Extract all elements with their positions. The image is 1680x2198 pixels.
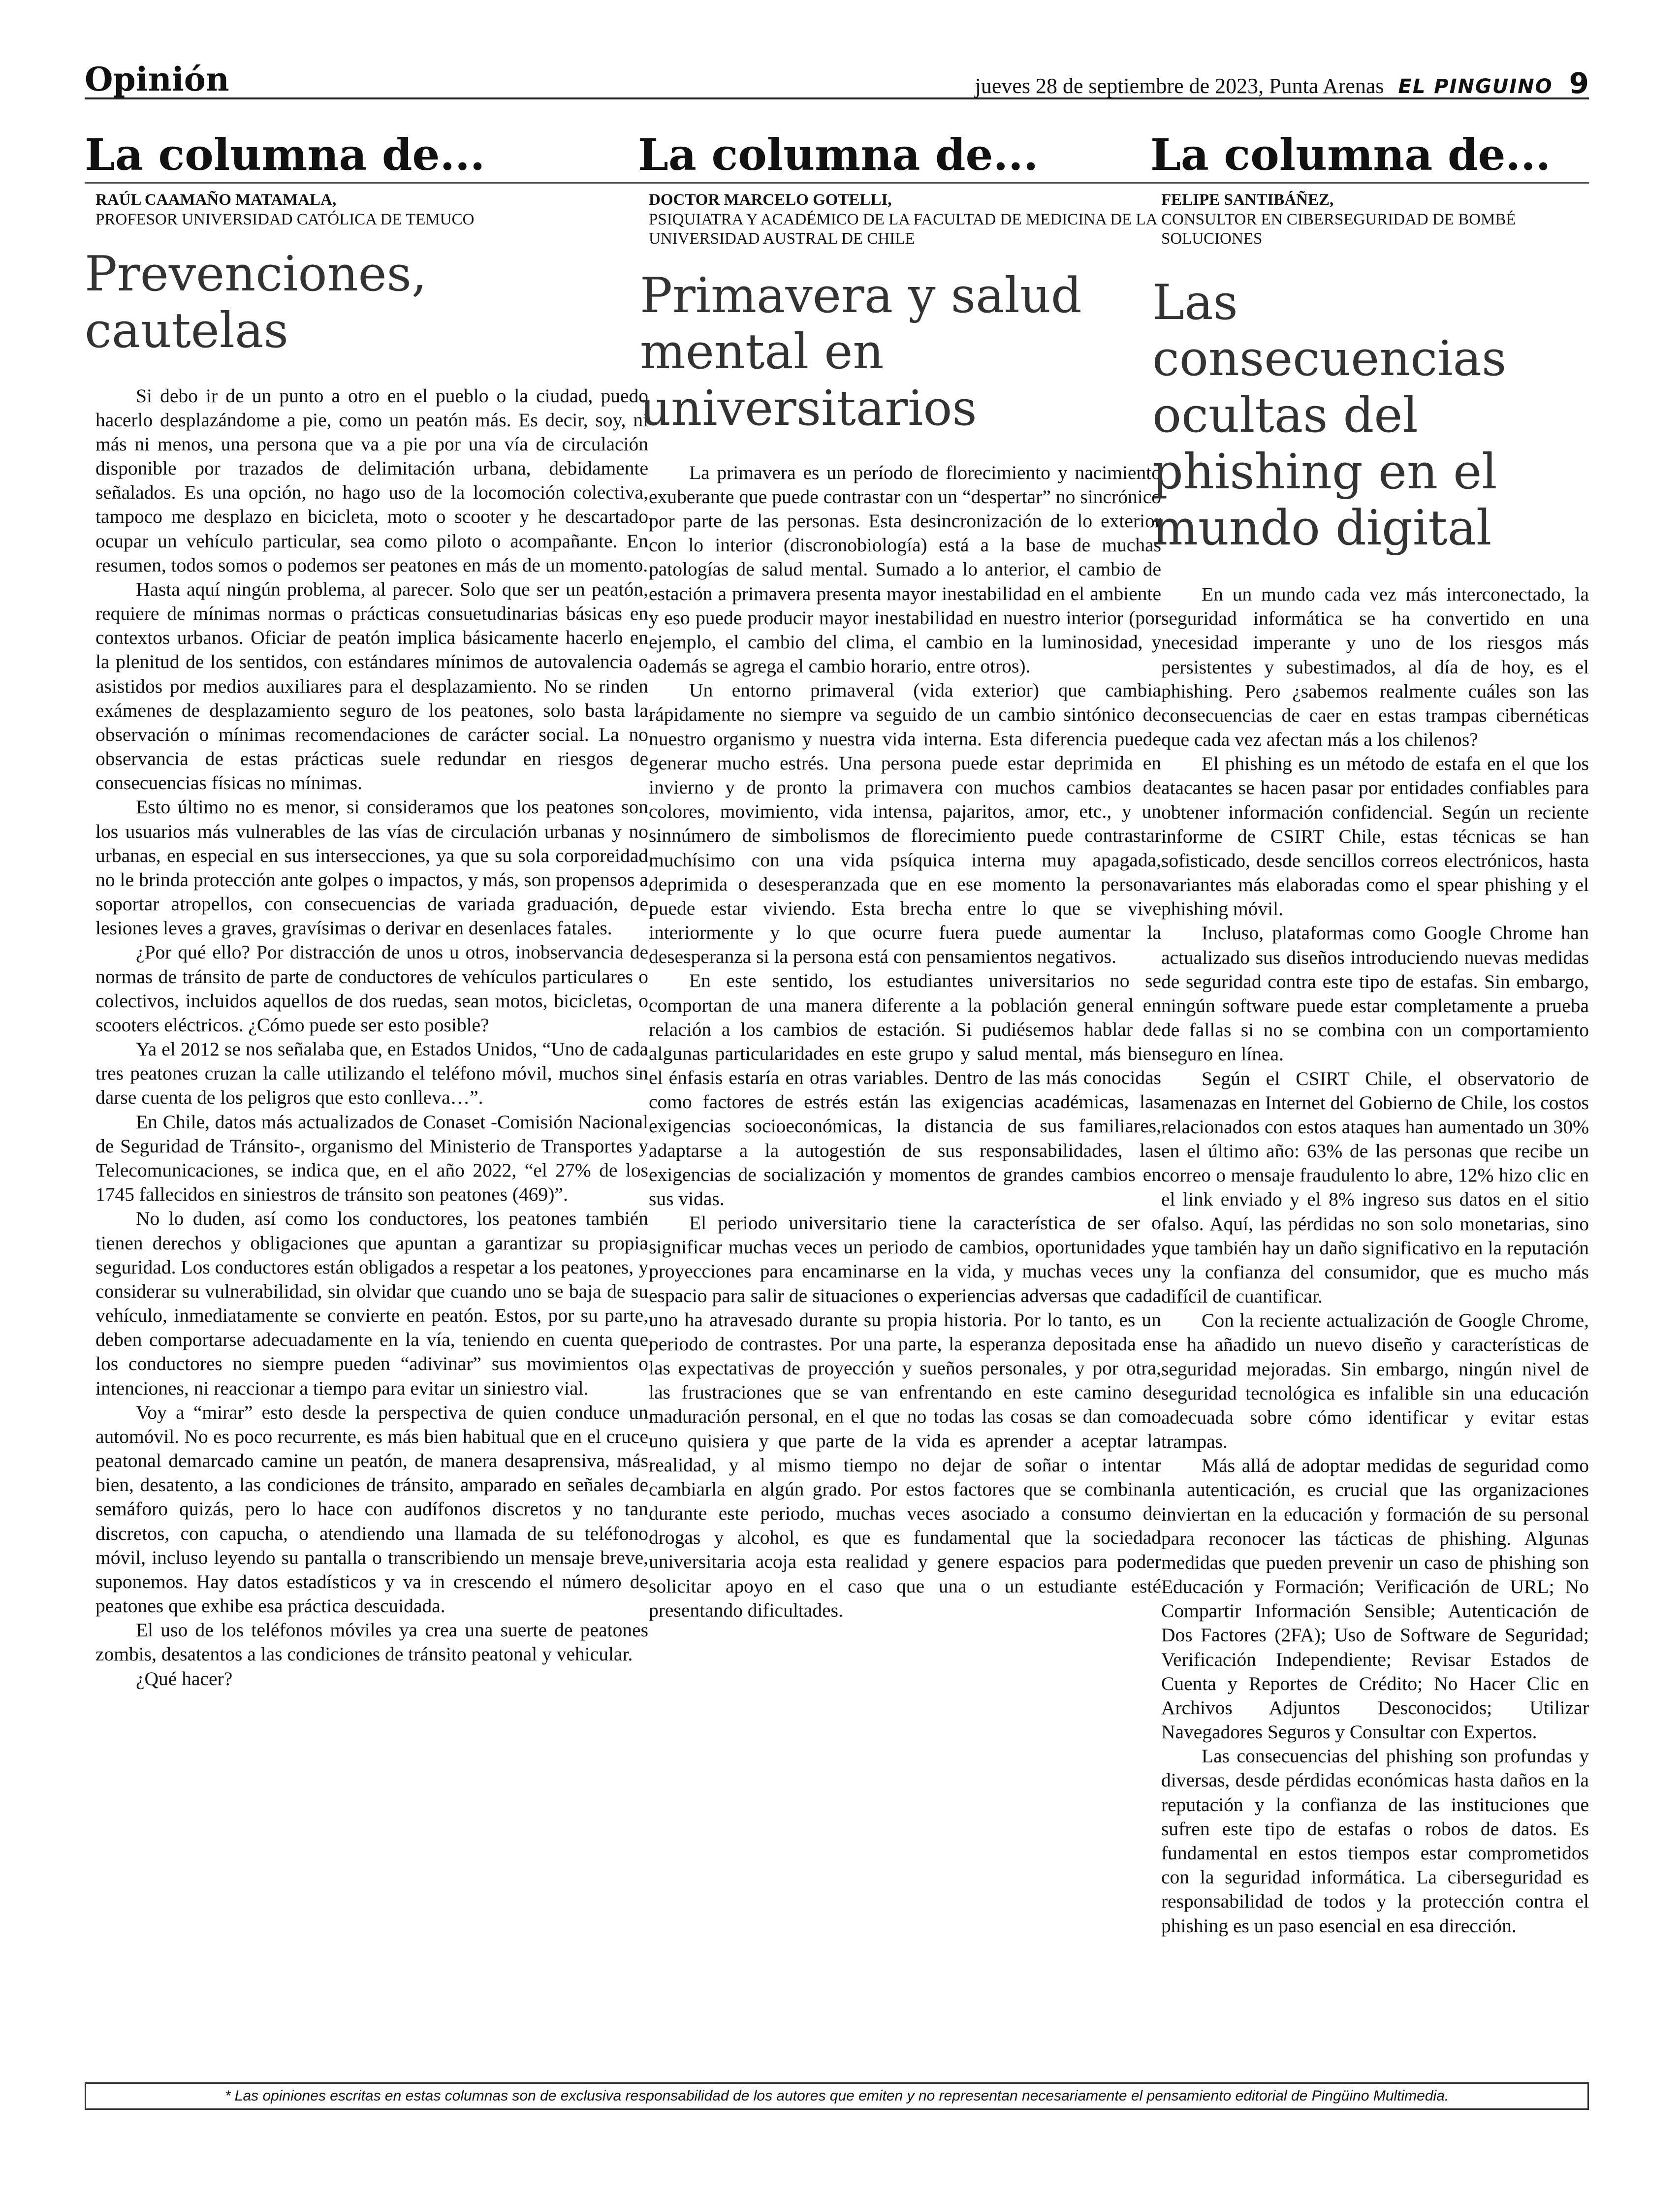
article-headline: Primavera y salud mental en universitarios xyxy=(640,267,1082,437)
paragraph: Ya el 2012 se nos señalaba que, en Estados Unidos, “Uno de cada tres peatones cruzan la calle utilizando el teléfono móvil, muchos sin darse cuenta de los peligros que esto conlleva…”. xyxy=(95,1038,648,1109)
paragraph: En este sentido, los estudiantes universitarios no se comportan de una manera diferente a la población general en relación a los cambios de estación. Si pudiésemos hablar de algunas particularidades en este grupo y salud mental, más bien el énfasis estaría en otras variables. Dentro de las más conocidas como factores de estrés están las exigencias académicas, las exigencias socioeconómicas, la distancia de sus familiares, adaptarse a la autogestión de sus responsabilidades, las exigencias de socialización y momentos de grandes cambios en sus vidas. xyxy=(649,970,1161,1210)
byline xyxy=(95,191,648,229)
column-kicker: La columna de... xyxy=(85,133,648,184)
paragraph: Incluso, plataformas como Google Chrome han actualizado sus diseños introduciendo nuevas medidas de seguridad contra este tipo de estafas. Sin embargo, ningún software puede estar completamente a prueba de fallas si no se combina con un comportamiento seguro en línea. xyxy=(1161,922,1589,1065)
article-body xyxy=(649,461,1161,1623)
opinion-column-3 xyxy=(1150,129,1589,1938)
author-name: FELIPE SANTIBÁÑEZ, xyxy=(1161,191,1334,209)
newspaper-logo: EL PINGUINO xyxy=(1398,75,1553,98)
author-role: PROFESOR UNIVERSIDAD CATÓLICA DE TEMUCO xyxy=(95,210,475,228)
byline xyxy=(649,191,1161,249)
author-name: RAÚL CAAMAÑO MATAMALA, xyxy=(95,191,337,209)
paragraph: Según el CSIRT Chile, el observatorio de amenazas en Internet del Gobierno de Chile, los costos relacionados con estos ataques han aumentado un 30% en el último año: 63% de las personas que recibe un correo o mensaje fraudulento lo abre, 12% hizo clic en el link enviado y el 8% ingreso sus datos en el sitio falso. Aquí, las pérdidas no son solo monetarias, sino que también hay un daño significativo en la reputación y la confianza del consumidor, que es mucho más difícil de cuantificar. xyxy=(1161,1067,1589,1307)
paragraph: Con la reciente actualización de Google Chrome, se ha añadido un nuevo diseño y características de seguridad mejoradas. Sin embargo, ningún nivel de seguridad tecnológica es infalible sin una educación adecuada sobre cómo identificar y evitar estas trampas. xyxy=(1161,1309,1589,1453)
paragraph: ¿Qué hacer? xyxy=(136,1667,233,1689)
paragraph: El periodo universitario tiene la característica de ser o significar muchas veces un periodo de cambios, oportunidades y proyecciones para encaminarse en la vida, y muchas veces un espacio para salir de situaciones o experiencias adversas que cada uno ha atravesado durante su propia historia. Por lo tanto, es un periodo de contrastes. Por una parte, la esperanza depositada en las expectativas de proyección y sueños personales, y por otra, las frustraciones que se van enfrentando en este camino de maduración personal, en el que no todas las cosas se dan como uno quisiera y que parte de la vida es aprender a aceptar la realidad, y al mismo tiempo no dejar de soñar o intentar cambiarla en algún grado. Por estos factores que se combinan durante este periodo, muchas veces asociado a consumo de drogas y alcohol, es que es fundamental que la sociedad universitaria acoja esta realidad y genere espacios para poder solicitar apoyo en el caso que una o un estudiante esté presentando dificultades. xyxy=(649,1212,1161,1621)
author-role: CONSULTOR EN CIBERSEGURIDAD DE BOMBÉ SOLUCIONES xyxy=(1161,210,1516,248)
paragraph: La primavera es un período de florecimiento y nacimiento exuberante que puede contrastar con un “despertar” no sincrónico por parte de las personas. Esta desincronización de lo exterior con lo interior (discronobiología) está a la base de muchas patologías de salud mental. Sumado a lo anterior, el cambio de estación a primavera presenta mayor inestabilidad en el ambiente y eso puede producir mayor inestabilidad en nuestro interior (por ejemplo, el cambio del clima, el cambio en la luminosidad, y además se agrega el cambio horario, entre otros). xyxy=(649,461,1161,677)
paragraph: Esto último no es menor, si consideramos que los peatones son los usuarios más vulnerables de las vías de circulación urbanas y no urbanas, en especial en sus intersecciones, ya que su sola corporeidad no le brinda protección ante golpes o impactos, y más, son propensos a soportar atropellos, con consecuencias de variada graduación, de lesiones leves a graves, gravísimas o derivar en desenlaces fatales. xyxy=(95,796,648,939)
paragraph: Un entorno primaveral (vida exterior) que cambia rápidamente no siempre va seguido de un cambio sintónico de nuestro organismo y nuestra vida interna. Esta diferencia puede generar mucho estrés. Una persona puede estar deprimida en invierno y de pronto la primavera con muchos cambios de colores, movimiento, vida intensa, pajaritos, amor, etc., y un sinnúmero de simbolismos de florecimiento puede contrastar muchísimo con una vida psíquica interna muy apagada, deprimida o desesperanzada que en ese momento la persona puede estar viviendo. Esta brecha entre lo que se vive interiormente y lo que ocurre fuera puede aumentar la desesperanza si la persona está con pensamientos negativos. xyxy=(649,679,1161,968)
paragraph: El phishing es un método de estafa en el que los atacantes se hacen pasar por entidades confiables para obtener información confidencial. Según un reciente informe de CSIRT Chile, estas técnicas se han sofisticado, desde sencillos correos electrónicos, hasta variantes más elaboradas como el spear phishing y el phishing móvil. xyxy=(1161,753,1589,920)
column-kicker: La columna de... xyxy=(1150,133,1589,184)
date-location: jueves 28 de septiembre de 2023, Punta Arenas xyxy=(975,74,1384,98)
paragraph: Hasta aquí ningún problema, al parecer. Solo que ser un peatón, requiere de mínimas normas o prácticas consuetudinarias básicas en contextos urbanos. Oficiar de peatón implica básicamente hacerlo en la plenitud de los sentidos, con estándares mínimos de autovalencia o asistidos por medios auxiliares para el desplazamiento. No se rinden exámenes de desplazamiento seguro de los peatones, solo basta la observación o mínimas recomendaciones de carácter social. La no observancia de estas prácticas suele redundar en riesgos de consecuencias físicas no mínimas. xyxy=(95,578,648,794)
paragraph: El uso de los teléfonos móviles ya crea una suerte de peatones zombis, desatentos a las condiciones de tránsito peatonal y vehicular. xyxy=(95,1619,648,1665)
author-role: PSIQUIATRA Y ACADÉMICO DE LA FACULTAD DE MEDICINA DE LA UNIVERSIDAD AUSTRAL DE CHILE xyxy=(649,210,1157,248)
article-body xyxy=(95,384,648,1691)
paragraph: Las consecuencias del phishing son profundas y diversas, desde pérdidas económicas hasta daños en la reputación y la confianza de las instituciones que sufren este tipo de estafas o robos de datos. Es fundamental en estos tiempos estar comprometidos con la seguridad informática. La ciberseguridad es responsabilidad de todos y la protección contra el phishing es un paso esencial en esa dirección. xyxy=(1161,1745,1589,1937)
byline xyxy=(1161,191,1589,249)
page-number: 9 xyxy=(1569,66,1589,100)
author-name: DOCTOR MARCELO GOTELLI, xyxy=(649,191,892,209)
article-headline: Las consecuencias ocultas del phishing en el mundo digital xyxy=(1152,274,1507,557)
page-header xyxy=(85,58,1589,99)
editorial-disclaimer: * Las opiniones escritas en estas columnas son de exclusiva responsabilidad de los autores que emiten y no representan necesariamente el pensamiento editorial de Pingüino Multimedia. xyxy=(85,2082,1589,2110)
paragraph: En Chile, datos más actualizados de Conaset -Comisión Nacional de Seguridad de Tránsito-, organismo del Ministerio de Transportes y Telecomunicaciones, se indica que, en el año 2022, “el 27% de los 1745 fallecidos en siniestros de tránsito son peatones (469)”. xyxy=(95,1111,648,1206)
opinion-column-1 xyxy=(85,129,648,1691)
paragraph: No lo duden, así como los conductores, los peatones también tienen derechos y obligaciones que apuntan a garantizar su propia seguridad. Los conductores están obligados a respetar a los peatones, y considerar su vulnerabilidad, sin olvidar que cuando uno se baja de su vehículo, inmediatamente se convierte en peatón. Estos, por su parte, deben comportarse adecuadamente en la vía, teniendo en cuenta que los conductores no siempre pueden “adivinar” sus movimientos o intenciones, ni reaccionar a tiempo para evitar un siniestro vial. xyxy=(95,1208,648,1399)
paragraph: ¿Por qué ello? Por distracción de unos u otros, inobservancia de normas de tránsito de parte de conductores de vehículos particulares o colectivos, incluidos aquellos de dos ruedas, sean motos, bicicletas, o scooters eléctricos. ¿Cómo puede ser esto posible? xyxy=(95,941,648,1036)
paragraph: Voy a “mirar” esto desde la perspectiva de quien conduce un automóvil. No es poco recurrente, es más bien habitual que en el cruce peatonal demarcado camine un peatón, de manera desaprensiva, más bien, desatento, a las condiciones de tránsito, amparado en señales de semáforo quizás, pero lo hace con audífonos discretos y no tan discretos, con capucha, o atendiendo una llamada de su teléfono móvil, incluso leyendo su pantalla o transcribiendo un mensaje breve, suponemos. Hay datos estadísticos y va in crescendo el número de peatones que exhibe esa práctica descuidada. xyxy=(95,1401,648,1617)
paragraph: En un mundo cada vez más interconectado, la seguridad informática se ha convertido en una necesidad imperante y uno de los riesgos más persistentes y subestimados, al día de hoy, es el phishing. Pero ¿sabemos realmente cuáles son las consecuencias de caer en estas trampas cibernéticas que cada vez afectan más a los chilenos? xyxy=(1161,583,1589,751)
article-body xyxy=(1161,582,1589,1938)
section-title: Opinión xyxy=(85,60,229,98)
column-kicker: La columna de... xyxy=(638,133,1161,184)
paragraph: Más allá de adoptar medidas de seguridad como la autenticación, es crucial que las organizaciones inviertan en la educación y formación de su personal para reconocer las tácticas de phishing. Algunas medidas que pueden prevenir un caso de phishing son Educación y Formación; Verificación de URL; No Compartir Información Sensible; Autenticación de Dos Factores (2FA); Uso de Software de Seguridad; Verificación Independiente; Revisar Estados de Cuenta y Reportes de Crédito; No Hacer Clic en Archivos Adjuntos Desconocidos; Utilizar Navegadores Seguros y Consultar con Expertos. xyxy=(1161,1455,1589,1743)
dateline xyxy=(975,66,1589,100)
article-headline: Prevenciones, cautelas xyxy=(85,246,427,359)
opinion-column-2 xyxy=(638,129,1161,1623)
paragraph: Si debo ir de un punto a otro en el pueblo o la ciudad, puedo hacerlo desplazándome a pie, como un peatón más. Es decir, soy, ni más ni menos, una persona que va a pie por una vía de circulación disponible por trazados de delimitación urbana, debidamente señalados. Es una opción, no hago uso de la locomoción colectiva, tampoco me desplazo en bicicleta, moto o scooter y he descartado ocupar un vehículo particular, sea como piloto o acompañante. En resumen, todos somos o podemos ser peatones en más de un momento. xyxy=(95,384,648,576)
